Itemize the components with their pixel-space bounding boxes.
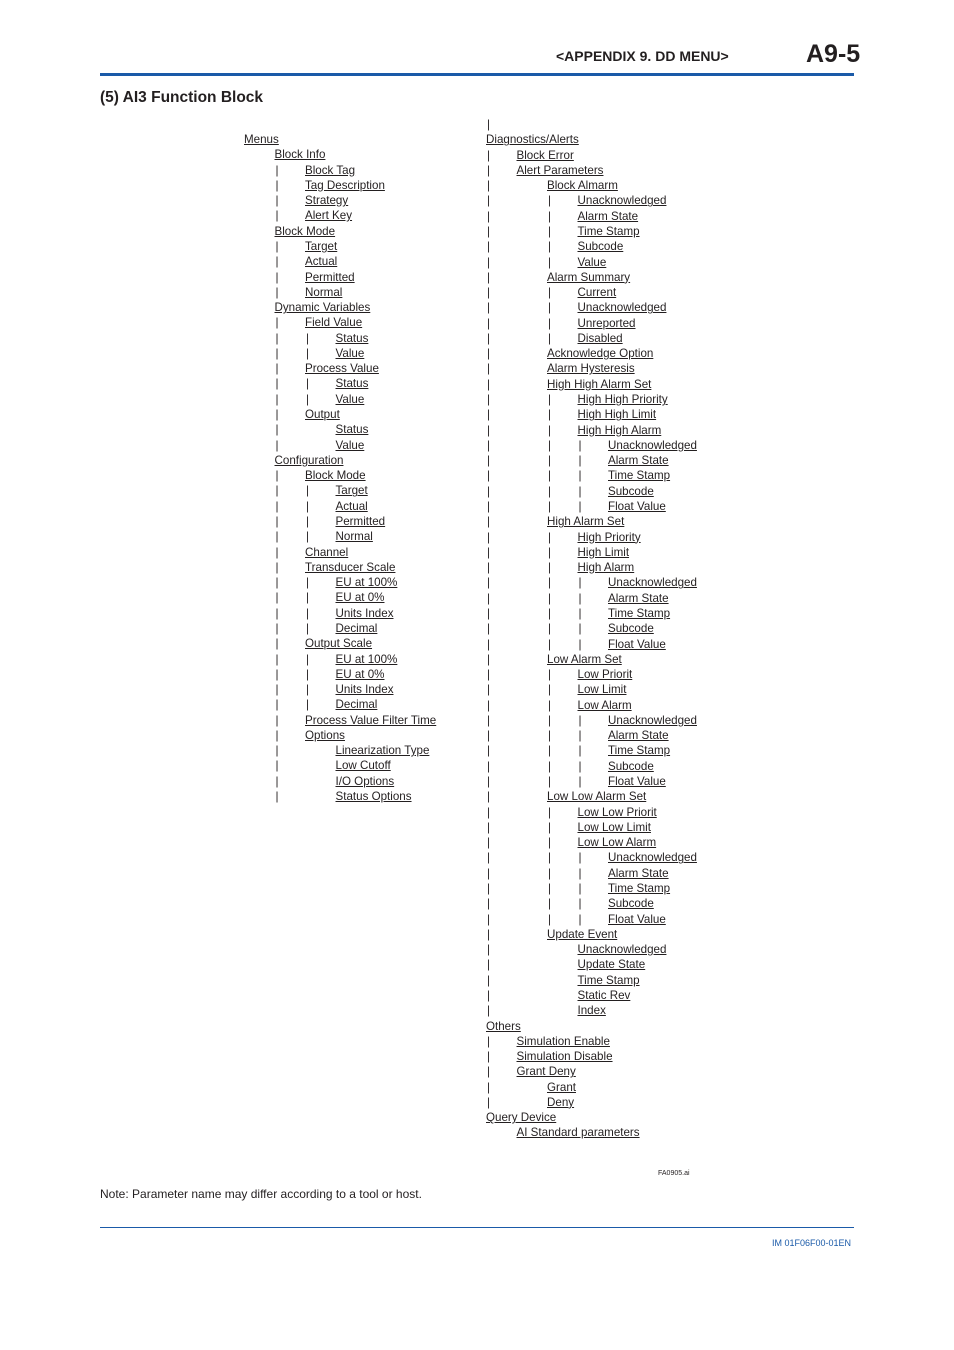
menu-item-label: EU at 0%: [335, 591, 385, 605]
tree-connector: |: [578, 438, 582, 452]
menu-item-label: Block Mode: [274, 224, 336, 238]
menu-item-label: Decimal: [335, 621, 378, 635]
tree-connector: |: [487, 1065, 491, 1079]
tree-connector: |: [578, 469, 582, 483]
tree-connector: |: [578, 454, 582, 468]
tree-connector: |: [487, 1080, 491, 1094]
menu-item-label: Options: [305, 728, 345, 742]
tree-connector: |: [487, 423, 491, 437]
tree-connector: |: [275, 606, 279, 620]
tree-connector: |: [275, 255, 279, 269]
tree-connector: |: [548, 316, 552, 330]
tree-connector: |: [275, 667, 279, 681]
tree-connector: |: [548, 744, 552, 758]
menu-item-label: Target: [335, 484, 368, 498]
tree-connector: |: [548, 209, 552, 223]
tree-connector: |: [275, 484, 279, 498]
menu-item-label: Low Low Alarm Set: [547, 790, 647, 804]
menu-item-label: Unacknowledged: [577, 194, 667, 208]
tree-connector: |: [548, 805, 552, 819]
tree-connector: |: [548, 912, 552, 926]
tree-connector: |: [487, 897, 491, 911]
tree-connector: |: [306, 346, 310, 360]
tree-connector: |: [275, 285, 279, 299]
tree-connector: |: [548, 224, 552, 238]
tree-connector: |: [487, 943, 491, 957]
tree-connector: |: [487, 912, 491, 926]
tree-connector: |: [487, 744, 491, 758]
tree-connector: |: [487, 377, 491, 391]
menu-item-label: Status: [335, 377, 369, 391]
menu-item-label: Low Limit: [577, 683, 627, 697]
tree-connector: |: [548, 820, 552, 834]
tree-connector: |: [275, 270, 279, 284]
tree-connector: |: [306, 377, 310, 391]
tree-connector: |: [487, 759, 491, 773]
tree-connector: |: [275, 423, 279, 437]
menu-item-label: Low Low Alarm: [577, 836, 657, 850]
menu-item-label: High High Priority: [577, 393, 668, 407]
menu-item-label: Unacknowledged: [577, 301, 667, 315]
menu-item-label: EU at 100%: [335, 652, 398, 666]
tree-connector: |: [487, 561, 491, 575]
menu-item-label: Float Value: [608, 775, 666, 789]
tree-connector: |: [578, 912, 582, 926]
tree-connector: |: [487, 530, 491, 544]
tree-connector: |: [548, 622, 552, 636]
tree-connector: |: [306, 667, 310, 681]
tree-connector: |: [548, 255, 552, 269]
tree-connector: |: [306, 683, 310, 697]
menu-item-label: Block Mode: [305, 469, 366, 483]
tree-connector: |: [487, 316, 491, 330]
tree-connector: |: [487, 209, 491, 223]
figure-code: FA0905.ai: [658, 1170, 690, 1177]
tree-connector: |: [275, 713, 279, 727]
tree-connector: |: [487, 866, 491, 880]
tree-connector: |: [548, 836, 552, 850]
tree-connector: |: [487, 500, 491, 513]
tree-connector: |: [487, 927, 491, 941]
menu-item-label: Time Stamp: [577, 973, 640, 987]
tree-connector: |: [275, 239, 279, 253]
menu-item-label: Permitted: [305, 270, 355, 284]
menu-item-label: Block Error: [516, 148, 574, 162]
menu-item-label: Unacknowledged: [577, 943, 667, 957]
menu-item-label: Index: [577, 1004, 606, 1018]
menu-item-label: Others: [486, 1019, 521, 1033]
tree-connector: |: [548, 591, 552, 605]
tree-connector: |: [275, 560, 279, 574]
tree-connector: |: [487, 362, 491, 376]
menu-item-label: Deny: [547, 1095, 575, 1109]
menu-item-label: Output Scale: [305, 637, 373, 651]
menu-item-label: Units Index: [335, 606, 394, 620]
tree-connector: |: [548, 866, 552, 880]
tree-connector: |: [487, 882, 491, 895]
tree-connector: |: [487, 606, 491, 620]
menu-item-label: Unacknowledged: [608, 851, 697, 865]
tree-connector: |: [548, 240, 552, 254]
tree-connector: |: [548, 851, 552, 865]
tree-connector: |: [548, 408, 552, 422]
tree-connector: |: [487, 286, 491, 300]
tree-connector: |: [275, 469, 279, 483]
tree-connector: |: [487, 775, 491, 789]
tree-connector: |: [548, 606, 552, 620]
tree-connector: |: [487, 851, 491, 865]
tree-connector: |: [578, 713, 582, 727]
menu-item-label: Subcode: [577, 240, 624, 254]
menu-item-label: Current: [577, 286, 617, 300]
menu-item-label: High Priority: [577, 530, 641, 544]
tree-connector: |: [275, 683, 279, 697]
tree-connector: |: [487, 576, 491, 590]
menu-item-label: Update State: [577, 958, 646, 972]
tree-connector: |: [487, 515, 491, 529]
tree-connector: |: [548, 713, 552, 727]
menu-item-label: Unacknowledged: [608, 576, 697, 590]
menu-item-label: Diagnostics/Alerts: [486, 133, 579, 147]
tree-connector: |: [548, 545, 552, 559]
menu-item-label: Dynamic Variables: [274, 301, 371, 315]
menu-item-label: Low Alarm Set: [547, 652, 622, 666]
tree-connector: |: [306, 530, 310, 544]
menu-item-label: Time Stamp: [608, 606, 671, 620]
tree-connector: |: [578, 882, 582, 895]
menu-item-label: Block Tag: [305, 163, 356, 177]
menu-item-label: Channel: [305, 545, 349, 559]
tree-connector: |: [548, 454, 552, 468]
menu-item-label: Time Stamp: [608, 469, 671, 483]
tree-connector: |: [487, 622, 491, 636]
menu-item-label: Block Almarm: [547, 179, 618, 193]
menu-item-label: Status: [335, 423, 369, 437]
tree-connector: |: [548, 484, 552, 498]
menu-item-label: Float Value: [608, 912, 666, 926]
tree-connector: |: [487, 240, 491, 254]
menu-item-label: Tag Description: [305, 178, 385, 192]
menu-item-label: High Limit: [577, 545, 630, 559]
menu-item-label: High Alarm: [577, 561, 635, 575]
tree-connector: |: [487, 790, 491, 804]
tree-connector: |: [306, 331, 310, 345]
tree-connector: |: [548, 882, 552, 895]
tree-connector: |: [578, 744, 582, 758]
tree-connector: |: [548, 423, 552, 437]
menu-item-label: Alert Parameters: [516, 163, 604, 177]
tree-connector: |: [487, 652, 491, 666]
menu-item-label: Time Stamp: [577, 224, 640, 238]
tree-connector: |: [548, 286, 552, 300]
menu-item-label: Status Options: [335, 790, 412, 804]
menu-item-label: AI Standard parameters: [516, 1126, 640, 1140]
menu-item-label: EU at 100%: [335, 576, 398, 590]
menu-item-label: Field Value: [305, 316, 363, 330]
menu-item-label: Value: [335, 392, 365, 406]
tree-connector: |: [578, 591, 582, 605]
menu-item-label: Update Event: [547, 927, 618, 941]
tree-connector: |: [548, 393, 552, 407]
menu-item-label: High High Alarm Set: [547, 377, 652, 391]
tree-connector: |: [487, 393, 491, 407]
tree-connector: |: [548, 500, 552, 513]
menu-item-label: Alarm State: [608, 866, 669, 880]
menu-item-label: Normal: [335, 530, 373, 544]
menu-item-label: Subcode: [608, 622, 654, 636]
menu-item-label: Configuration: [274, 453, 344, 467]
tree-connector: |: [487, 988, 491, 1002]
tree-connector: |: [487, 179, 491, 193]
tree-connector: |: [578, 866, 582, 880]
tree-connector: |: [487, 973, 491, 987]
tree-connector: |: [275, 728, 279, 742]
menu-item-label: Acknowledge Option: [547, 347, 654, 361]
tree-connector: |: [275, 438, 279, 452]
menu-item-label: Output: [305, 408, 340, 422]
tree-connector: |: [275, 652, 279, 666]
tree-connector: |: [487, 438, 491, 452]
menu-item-label: High Alarm Set: [547, 515, 625, 529]
menu-item-label: Query Device: [486, 1111, 557, 1125]
tree-connector: |: [578, 775, 582, 789]
tree-connector: |: [548, 301, 552, 315]
tree-connector: |: [275, 392, 279, 406]
tree-connector: |: [487, 637, 491, 651]
tree-connector: |: [578, 759, 582, 773]
menu-item-label: Float Value: [608, 637, 666, 651]
menu-item-label: Float Value: [608, 500, 666, 513]
tree-connector: |: [578, 606, 582, 620]
menu-item-label: Alarm State: [608, 454, 669, 468]
menu-item-label: Process Value Filter Time: [305, 713, 437, 727]
tree-connector: |: [487, 194, 491, 208]
tree-connector: |: [578, 622, 582, 636]
menu-item-label: High High Alarm: [577, 423, 662, 437]
menu-item-label: EU at 0%: [335, 667, 385, 681]
tree-connector: |: [548, 775, 552, 789]
tree-connector: |: [487, 805, 491, 819]
tree-connector: |: [275, 530, 279, 544]
menu-item-label: Alarm State: [608, 729, 669, 743]
tree-connector: |: [306, 652, 310, 666]
tree-connector: |: [548, 561, 552, 575]
tree-connector: |: [548, 683, 552, 697]
menu-item-label: Subcode: [608, 484, 654, 498]
menu-item-label: Process Value: [305, 362, 379, 376]
tree-connector: |: [306, 576, 310, 590]
menu-item-label: Unacknowledged: [608, 713, 697, 727]
menu-item-label: Grant Deny: [516, 1065, 576, 1079]
menu-item-label: Value: [577, 255, 607, 269]
tree-connector: |: [578, 500, 582, 513]
tree-connector: |: [578, 576, 582, 590]
footer-divider: [100, 1227, 854, 1228]
menu-item-label: Value: [335, 346, 365, 360]
tree-connector: |: [275, 362, 279, 376]
tree-connector: |: [578, 484, 582, 498]
tree-connector: |: [275, 316, 279, 330]
tree-connector: |: [487, 270, 491, 284]
menu-item-label: Simulation Disable: [516, 1050, 613, 1064]
tree-connector: |: [548, 759, 552, 773]
tree-connector: |: [487, 836, 491, 850]
tree-connector: |: [548, 637, 552, 651]
tree-connector: |: [275, 790, 279, 804]
menu-item-label: Transducer Scale: [305, 560, 396, 574]
tree-connector: |: [548, 469, 552, 483]
menu-item-label: Low Low Priorit: [577, 805, 657, 819]
menu-item-label: Decimal: [335, 698, 378, 712]
tree-connector: |: [487, 469, 491, 483]
tree-connector: |: [487, 224, 491, 238]
tree-connector: |: [578, 729, 582, 743]
header-title: <APPENDIX 9. DD MENU>: [556, 48, 729, 64]
menu-item-label: Alert Key: [305, 209, 353, 223]
tree-connector: |: [306, 392, 310, 406]
tree-connector: |: [487, 331, 491, 345]
menu-item-label: Unacknowledged: [608, 438, 697, 452]
tree-connector: |: [306, 515, 310, 528]
menu-item-label: Strategy: [305, 194, 349, 208]
tree-connector: |: [548, 698, 552, 712]
menu-item-label: Subcode: [608, 759, 654, 773]
menu-item-label: Low Low Limit: [577, 820, 651, 834]
tree-connector: |: [306, 698, 310, 712]
menu-item-label: Simulation Enable: [516, 1034, 610, 1048]
tree-connector: |: [548, 576, 552, 590]
menu-item-label: High High Limit: [577, 408, 657, 422]
tree-connector: |: [548, 530, 552, 544]
menu-item-label: Alarm State: [577, 209, 639, 223]
menu-item-label: Unreported: [577, 316, 636, 330]
tree-connector: |: [306, 499, 310, 513]
tree-connector: |: [275, 774, 279, 788]
tree-connector: |: [306, 606, 310, 620]
footnote: Note: Parameter name may differ according to a tool or host.: [100, 1187, 422, 1201]
menu-item-label: Alarm Hysteresis: [547, 362, 635, 376]
menu-item-label: Low Priorit: [577, 668, 633, 682]
tree-connector: |: [487, 958, 491, 972]
tree-connector: |: [275, 209, 279, 223]
tree-connector: |: [275, 163, 279, 177]
menu-item-label: Low Cutoff: [335, 759, 391, 773]
tree-connector: |: [275, 621, 279, 635]
menu-item-label: Linearization Type: [335, 744, 430, 758]
tree-connector: |: [487, 713, 491, 727]
menu-item-label: Actual: [335, 499, 368, 513]
menu-item-label: Units Index: [335, 683, 394, 697]
menu-item-label: Static Rev: [577, 988, 631, 1002]
menu-item-label: Time Stamp: [608, 882, 671, 895]
tree-connector: |: [548, 438, 552, 452]
tree-connector: |: [487, 820, 491, 834]
menu-item-label: Time Stamp: [608, 744, 671, 758]
tree-connector: |: [275, 178, 279, 192]
tree-connector: |: [487, 591, 491, 605]
tree-connector: |: [275, 515, 279, 528]
tree-connector: |: [275, 346, 279, 360]
menu-item-label: Subcode: [608, 897, 654, 911]
document-code: IM 01F06F00-01EN: [772, 1238, 852, 1248]
menu-item-label: Menus: [244, 133, 279, 146]
tree-connector: |: [487, 163, 491, 177]
menu-item-label: Alarm State: [608, 591, 669, 605]
tree-connector: |: [487, 1095, 491, 1109]
tree-connector: |: [306, 621, 310, 635]
tree-connector: |: [487, 301, 491, 315]
tree-connector: |: [275, 331, 279, 345]
tree-connector: |: [306, 591, 310, 605]
tree-connector: |: [275, 499, 279, 513]
tree-connector: |: [487, 408, 491, 422]
tree-connector: |: [578, 897, 582, 911]
menu-item-label: Low Alarm: [577, 698, 632, 712]
tree-connector: |: [275, 576, 279, 590]
tree-connector: |: [487, 683, 491, 697]
tree-connector: |: [487, 729, 491, 743]
tree-connector: |: [487, 1004, 491, 1018]
menu-item-label: Status: [335, 331, 369, 345]
tree-connector: |: [548, 897, 552, 911]
tree-connector: |: [487, 1034, 491, 1048]
tree-connector: |: [548, 668, 552, 682]
tree-connector: |: [275, 698, 279, 712]
menu-item-label: Grant: [547, 1080, 576, 1094]
tree-connector: |: [487, 668, 491, 682]
menu-item-label: Actual: [305, 255, 338, 269]
menu-item-label: Value: [335, 438, 365, 452]
tree-connector: |: [487, 484, 491, 498]
tree-connector: |: [275, 637, 279, 651]
section-title: (5) AI3 Function Block: [100, 89, 264, 106]
tree-connector: |: [275, 377, 279, 391]
menu-item-label: Target: [305, 239, 338, 253]
menu-item-label: Normal: [305, 285, 343, 299]
menu-item-label: Alarm Summary: [547, 270, 631, 284]
tree-connector: |: [487, 118, 491, 131]
page-number: A9-5: [806, 40, 861, 68]
tree-connector: |: [275, 194, 279, 208]
tree-connector: |: [487, 148, 491, 162]
tree-connector: |: [487, 545, 491, 559]
tree-connector: |: [275, 759, 279, 773]
menu-item-label: I/O Options: [335, 774, 395, 788]
menu-item-label: Disabled: [577, 331, 623, 345]
tree-connector: |: [306, 484, 310, 498]
tree-connector: |: [487, 1050, 491, 1064]
tree-connector: |: [275, 408, 279, 422]
tree-connector: |: [275, 744, 279, 758]
tree-connector: |: [578, 637, 582, 651]
tree-connector: |: [578, 851, 582, 865]
tree-connector: |: [487, 255, 491, 269]
tree-connector: |: [548, 194, 552, 208]
tree-connector: |: [487, 347, 491, 361]
tree-connector: |: [275, 545, 279, 559]
tree-connector: |: [548, 729, 552, 743]
tree-connector: |: [487, 698, 491, 712]
menu-item-label: Block Info: [274, 148, 326, 162]
tree-connector: |: [548, 331, 552, 345]
menu-item-label: Permitted: [335, 515, 386, 528]
tree-connector: |: [487, 454, 491, 468]
tree-connector: |: [275, 591, 279, 605]
